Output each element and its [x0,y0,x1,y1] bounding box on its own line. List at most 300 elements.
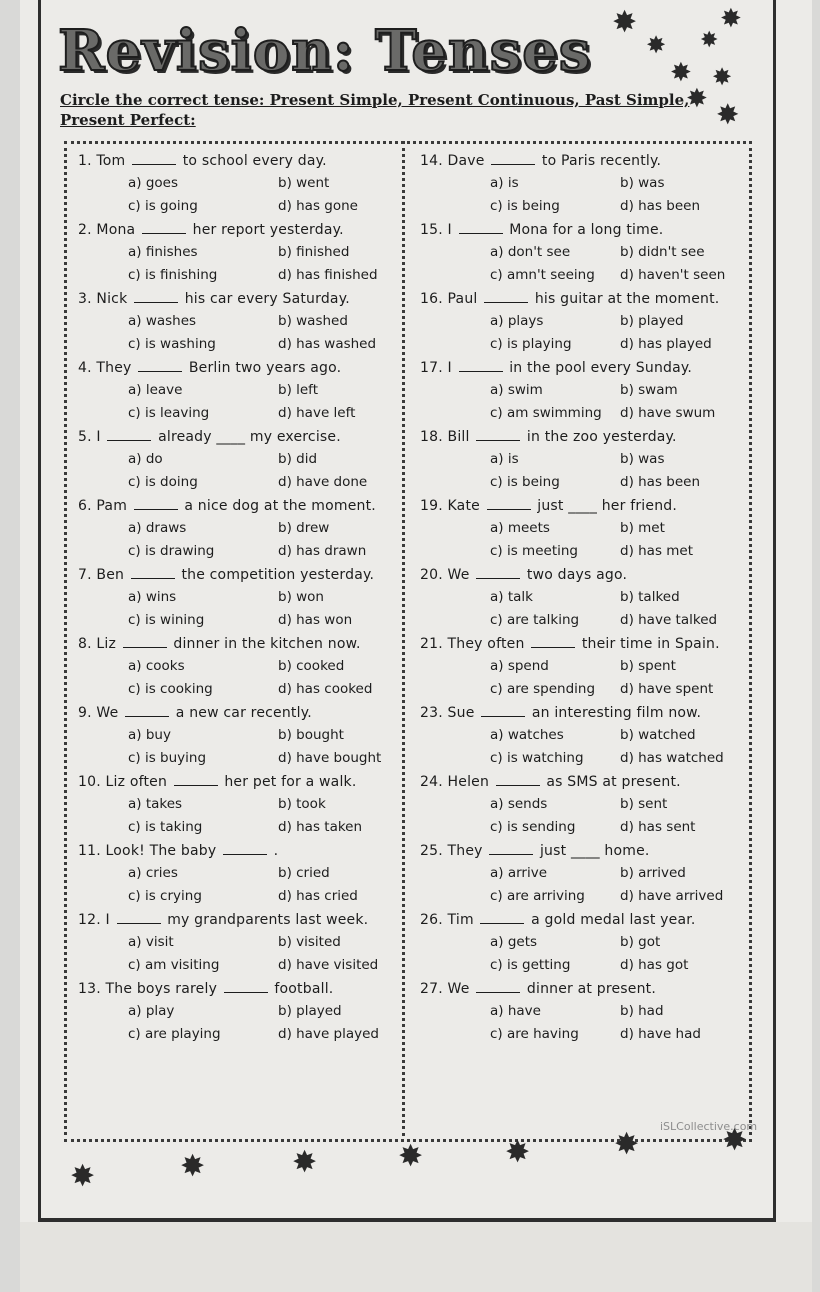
question-text [78,357,418,379]
question-suffix: his car every Saturday. [184,291,350,307]
answer-options [420,241,760,287]
answer-blank[interactable] [489,840,533,855]
question-text [78,633,418,655]
option-d[interactable]: d) have played [278,1026,379,1042]
option-d[interactable]: d) have arrived [620,888,724,904]
option-b[interactable]: b) spent [620,658,676,674]
snowflake-star-icon: ✸ [712,63,733,91]
option-a[interactable]: a) washes [128,313,197,329]
answer-options [78,310,418,356]
option-d[interactable]: d) have spent [620,681,714,697]
option-d[interactable]: d) has cried [278,888,358,904]
option-c[interactable]: c) are playing [128,1026,221,1042]
option-a[interactable]: a) leave [128,382,183,398]
option-a[interactable]: a) don't see [490,244,571,260]
option-b[interactable]: b) was [620,175,665,191]
question-number: 11. [78,843,101,859]
option-b[interactable]: b) cried [278,865,330,881]
question-prefix: Ben [96,567,125,583]
option-b[interactable]: b) left [278,382,318,398]
question-number: 24. [420,774,443,790]
question-item [78,495,418,564]
answer-options [78,586,418,632]
question-item [78,288,418,357]
question-item [78,702,418,771]
answer-options [78,517,418,563]
answer-options [78,931,418,977]
question-prefix: We [447,567,470,583]
question-suffix: just ____ home. [539,843,650,859]
question-text [420,840,760,862]
answer-blank[interactable] [123,633,167,648]
option-b[interactable]: b) met [620,520,665,536]
question-text [420,633,760,655]
option-c[interactable]: c) are having [490,1026,579,1042]
option-c[interactable]: c) is buying [128,750,207,766]
answer-blank[interactable] [484,288,528,303]
question-number: 14. [420,153,443,169]
question-text [420,495,760,517]
question-prefix: Sue [447,705,475,721]
page-bottom-strip [20,1222,812,1292]
question-number: 6. [78,498,92,514]
question-text [420,771,760,793]
question-number: 21. [420,636,443,652]
question-suffix: an interesting film now. [531,705,702,721]
question-prefix: Liz [96,636,117,652]
question-number: 26. [420,912,443,928]
question-item [420,288,760,357]
answer-blank[interactable] [223,840,267,855]
option-d[interactable]: d) have visited [278,957,379,973]
answer-blank[interactable] [125,702,169,717]
option-d[interactable]: d) has gone [278,198,358,214]
answer-blank[interactable] [224,978,268,993]
answer-blank[interactable] [107,426,151,441]
question-number: 19. [420,498,443,514]
question-suffix: in the zoo yesterday. [526,429,677,445]
option-c[interactable]: c) is meeting [490,543,578,559]
option-d[interactable]: d) have swum [620,405,716,421]
question-item [78,909,418,978]
question-prefix: Kate [447,498,480,514]
question-item [78,840,418,909]
option-c[interactable]: c) is sending [490,819,576,835]
question-item [420,771,760,840]
answer-options [420,310,760,356]
question-suffix: a new car recently. [175,705,312,721]
answer-blank[interactable] [132,150,176,165]
option-b[interactable]: b) finished [278,244,350,260]
answer-options [78,1000,418,1046]
option-c[interactable]: c) are spending [490,681,596,697]
answer-options [420,862,760,908]
question-number: 23. [420,705,443,721]
question-item [78,219,418,288]
answer-options [78,172,418,218]
option-b[interactable]: b) visited [278,934,341,950]
question-number: 2. [78,222,92,238]
question-suffix: in the pool every Sunday. [509,360,693,376]
answer-blank[interactable] [134,288,178,303]
question-suffix: her report yesterday. [192,222,344,238]
option-d[interactable]: d) has cooked [278,681,373,697]
question-number: 5. [78,429,92,445]
option-c[interactable]: c) is doing [128,474,198,490]
answer-blank[interactable] [487,495,531,510]
question-suffix: as SMS at present. [546,774,681,790]
answer-options [420,793,760,839]
option-a[interactable]: a) play [128,1003,175,1019]
answer-options [420,655,760,701]
option-a[interactable]: a) is [490,451,519,467]
question-suffix: their time in Spain. [581,636,720,652]
snowflake-star-icon: ✸ [612,5,638,40]
option-b[interactable]: b) took [278,796,326,812]
option-d[interactable]: d) has finished [278,267,378,283]
question-suffix: a gold medal last year. [531,912,696,928]
question-suffix: the competition yesterday. [181,567,375,583]
question-text [420,150,760,172]
answer-options [78,448,418,494]
option-b[interactable]: b) swam [620,382,678,398]
answer-blank[interactable] [531,633,575,648]
option-c[interactable]: c) am visiting [128,957,220,973]
option-a[interactable]: a) is [490,175,519,191]
answer-blank[interactable] [476,978,520,993]
option-c[interactable]: c) is finishing [128,267,218,283]
question-text [420,564,760,586]
question-text [420,909,760,931]
option-b[interactable]: b) played [278,1003,342,1019]
snowflake-star-icon: ✸ [70,1159,96,1194]
option-c[interactable]: c) is being [490,474,560,490]
option-a[interactable]: a) do [128,451,163,467]
question-number: 25. [420,843,443,859]
question-suffix: . [273,843,279,859]
question-prefix: Tim [447,912,474,928]
question-item [78,564,418,633]
option-b[interactable]: b) played [620,313,684,329]
question-text [78,702,418,724]
option-b[interactable]: b) got [620,934,661,950]
option-b[interactable]: b) watched [620,727,696,743]
option-c[interactable]: c) is crying [128,888,202,904]
question-prefix: Tom [96,153,126,169]
question-suffix: Mona for a long time. [509,222,664,238]
answer-options [78,724,418,770]
question-text [78,840,418,862]
question-prefix: Nick [96,291,128,307]
answer-options [420,586,760,632]
option-d[interactable]: d) has been [620,474,701,490]
option-a[interactable]: a) wins [128,589,177,605]
option-a[interactable]: a) takes [128,796,183,812]
option-a[interactable]: a) goes [128,175,178,191]
snowflake-star-icon: ✸ [670,58,692,88]
option-c[interactable]: c) is washing [128,336,216,352]
answer-options [78,655,418,701]
snowflake-star-icon: ✸ [722,1123,748,1158]
question-text [78,219,418,241]
question-prefix: I [447,360,452,376]
option-a[interactable]: a) watches [490,727,564,743]
question-prefix: I [447,222,452,238]
question-prefix: Look! The baby [105,843,217,859]
question-text [78,495,418,517]
option-c[interactable]: c) is leaving [128,405,210,421]
option-b[interactable]: b) bought [278,727,344,743]
option-d[interactable]: d) has watched [620,750,724,766]
option-a[interactable]: a) have [490,1003,541,1019]
question-item [78,771,418,840]
question-text [78,978,418,1000]
option-b[interactable]: b) cooked [278,658,345,674]
snowflake-star-icon: ✸ [720,4,742,34]
question-prefix: I [105,912,110,928]
question-prefix: Mona [96,222,136,238]
snowflake-star-icon: ✸ [180,1149,206,1184]
option-c[interactable]: c) is going [128,198,198,214]
option-a[interactable]: a) gets [490,934,538,950]
question-text [420,219,760,241]
option-c[interactable]: c) are arriving [490,888,585,904]
option-a[interactable]: a) visit [128,934,174,950]
question-item [420,909,760,978]
question-number: 13. [78,981,101,997]
question-number: 1. [78,153,92,169]
option-d[interactable]: d) has won [278,612,353,628]
question-suffix: already ____ my exercise. [158,429,341,445]
option-d[interactable]: d) have done [278,474,368,490]
question-item [78,357,418,426]
option-d[interactable]: d) haven't seen [620,267,726,283]
answer-options [420,379,760,425]
question-text [78,564,418,586]
question-text [420,426,760,448]
option-c[interactable]: c) is playing [490,336,572,352]
question-item [78,426,418,495]
snowflake-star-icon: ✸ [700,28,719,53]
option-d[interactable]: d) has washed [278,336,377,352]
answer-blank[interactable] [481,702,525,717]
option-b[interactable]: b) had [620,1003,664,1019]
option-b[interactable]: b) washed [278,313,348,329]
option-d[interactable]: d) has taken [278,819,363,835]
question-text [420,702,760,724]
option-c[interactable]: c) is cooking [128,681,213,697]
question-number: 27. [420,981,443,997]
option-d[interactable]: d) has met [620,543,694,559]
option-d[interactable]: d) has got [620,957,689,973]
snowflake-star-icon: ✸ [614,1127,640,1162]
question-text [78,426,418,448]
option-a[interactable]: a) cries [128,865,178,881]
answer-blank[interactable] [131,564,175,579]
option-b[interactable]: b) sent [620,796,668,812]
option-c[interactable]: c) amn't seeing [490,267,595,283]
question-text [420,978,760,1000]
question-item [420,564,760,633]
answer-options [420,1000,760,1046]
question-item [420,702,760,771]
right-column [420,150,760,1047]
question-item [420,840,760,909]
option-b[interactable]: b) drew [278,520,330,536]
question-number: 4. [78,360,92,376]
instructions-line-1: Circle the correct tense: Present Simple, Present Continuous, Past Simple, [60,91,690,109]
question-item [420,219,760,288]
question-number: 3. [78,291,92,307]
option-d[interactable]: d) has been [620,198,701,214]
answer-options [78,862,418,908]
question-item [420,978,760,1047]
question-prefix: Dave [447,153,485,169]
question-prefix: Paul [447,291,478,307]
worksheet-title: Revision: Tenses [58,18,592,84]
snowflake-star-icon: ✸ [505,1135,531,1170]
option-b[interactable]: b) did [278,451,318,467]
question-item [78,978,418,1047]
question-prefix: We [447,981,470,997]
question-number: 16. [420,291,443,307]
option-a[interactable]: a) meets [490,520,550,536]
question-text [78,771,418,793]
answer-blank[interactable] [476,426,520,441]
option-c[interactable]: c) is watching [490,750,584,766]
snowflake-star-icon: ✸ [292,1145,318,1180]
option-b[interactable]: b) talked [620,589,680,605]
question-prefix: The boys rarely [105,981,218,997]
question-prefix: They [447,843,483,859]
answer-blank[interactable] [459,219,503,234]
option-c[interactable]: c) are talking [490,612,580,628]
question-number: 18. [420,429,443,445]
question-text [78,150,418,172]
answer-blank[interactable] [174,771,218,786]
question-suffix: to Paris recently. [541,153,662,169]
answer-options [420,172,760,218]
answer-blank[interactable] [134,495,178,510]
option-a[interactable]: a) finishes [128,244,198,260]
option-a[interactable]: a) cooks [128,658,185,674]
option-c[interactable]: c) am swimming [490,405,602,421]
instructions [60,90,690,130]
question-prefix: I [96,429,101,445]
option-c[interactable]: c) is drawing [128,543,215,559]
question-item [420,150,760,219]
question-suffix: dinner in the kitchen now. [173,636,361,652]
option-d[interactable]: d) has drawn [278,543,367,559]
instructions-line-2: Present Perfect: [60,111,196,129]
option-d[interactable]: d) have talked [620,612,718,628]
option-a[interactable]: a) swim [490,382,543,398]
option-c[interactable]: c) is taking [128,819,203,835]
snowflake-star-icon: ✸ [716,98,740,131]
question-number: 15. [420,222,443,238]
left-column [78,150,418,1047]
option-a[interactable]: a) spend [490,658,549,674]
question-item [420,426,760,495]
question-suffix: my grandparents last week. [167,912,369,928]
question-suffix: football. [274,981,334,997]
question-number: 8. [78,636,92,652]
question-prefix: Bill [447,429,470,445]
snowflake-star-icon: ✸ [646,31,667,59]
answer-blank[interactable] [491,150,535,165]
option-c[interactable]: c) is getting [490,957,571,973]
question-text [420,357,760,379]
question-item [420,495,760,564]
answer-options [420,724,760,770]
option-a[interactable]: a) talk [490,589,533,605]
question-number: 10. [78,774,101,790]
question-suffix: dinner at present. [526,981,657,997]
question-prefix: Pam [96,498,128,514]
option-a[interactable]: a) buy [128,727,171,743]
option-c[interactable]: c) is wining [128,612,205,628]
answer-blank[interactable] [480,909,524,924]
question-prefix: We [96,705,119,721]
question-number: 7. [78,567,92,583]
option-a[interactable]: a) draws [128,520,187,536]
question-number: 17. [420,360,443,376]
question-suffix: his guitar at the moment. [534,291,720,307]
answer-options [420,931,760,977]
question-suffix: to school every day. [182,153,327,169]
question-number: 20. [420,567,443,583]
option-a[interactable]: a) sends [490,796,548,812]
question-number: 12. [78,912,101,928]
option-b[interactable]: b) won [278,589,324,605]
answer-blank[interactable] [476,564,520,579]
question-text [78,909,418,931]
question-item [78,150,418,219]
snowflake-star-icon: ✸ [686,84,708,114]
answer-blank[interactable] [117,909,161,924]
answer-options [78,793,418,839]
option-d[interactable]: d) has sent [620,819,696,835]
option-b[interactable]: b) went [278,175,330,191]
question-text [420,288,760,310]
question-prefix: They often [447,636,525,652]
option-d[interactable]: d) have left [278,405,356,421]
answer-options [78,379,418,425]
option-b[interactable]: b) didn't see [620,244,705,260]
question-number: 9. [78,705,92,721]
question-text [78,288,418,310]
question-suffix: a nice dog at the moment. [184,498,376,514]
option-a[interactable]: a) arrive [490,865,548,881]
option-c[interactable]: c) is being [490,198,560,214]
option-d[interactable]: d) has played [620,336,712,352]
answer-blank[interactable] [142,219,186,234]
site-credit: iSLCollective.com [660,1120,758,1133]
question-item [78,633,418,702]
question-suffix: Berlin two years ago. [188,360,342,376]
answer-options [78,241,418,287]
answer-blank[interactable] [496,771,540,786]
question-prefix: Helen [447,774,490,790]
option-b[interactable]: b) was [620,451,665,467]
answer-blank[interactable] [138,357,182,372]
answer-blank[interactable] [459,357,503,372]
option-d[interactable]: d) have bought [278,750,382,766]
option-b[interactable]: b) arrived [620,865,686,881]
option-d[interactable]: d) have had [620,1026,701,1042]
question-item [420,633,760,702]
option-a[interactable]: a) plays [490,313,544,329]
